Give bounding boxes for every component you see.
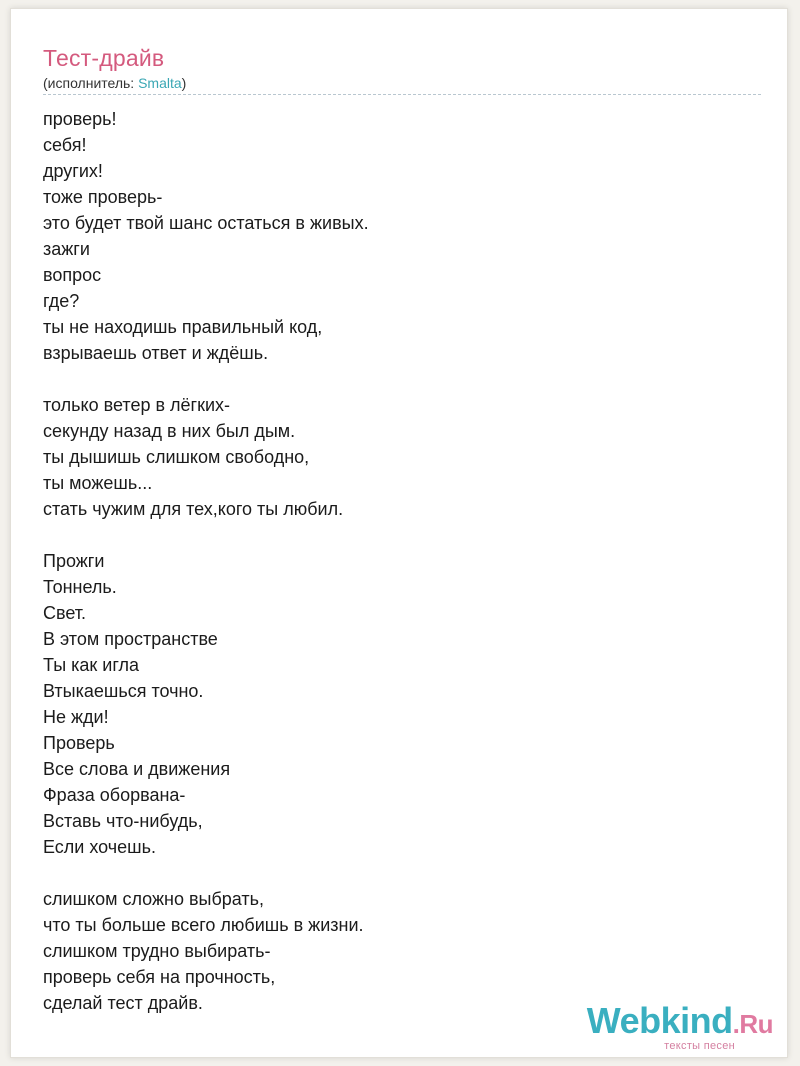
lyrics-line: это будет твой шанс остаться в живых. [43,213,369,233]
logo-tagline: тексты песен [664,1040,735,1052]
lyrics-line: проверь себя на прочность, [43,967,276,987]
lyrics-line: себя! [43,135,87,155]
lyrics-page [10,8,788,1058]
artist-line [43,75,186,91]
lyrics-line: что ты больше всего любишь в жизни. [43,915,364,935]
lyrics-line: Тоннель. [43,577,117,597]
lyrics-line: где? [43,291,80,311]
lyrics-line: проверь! [43,109,117,129]
lyrics-line: других! [43,161,103,181]
artist-prefix: (исполнитель: [43,75,139,91]
lyrics-verse [43,548,369,860]
lyrics-line: В этом пространстве [43,629,218,649]
lyrics-line: секунду назад в них был дым. [43,421,296,441]
lyrics-line: зажги [43,239,90,259]
lyrics-line: только ветер в лёгких- [43,395,231,415]
lyrics-line: Проверь [43,733,115,753]
lyrics-line: слишком трудно выбирать- [43,941,271,961]
title-divider [43,94,761,95]
lyrics-line: Не жди! [43,707,109,727]
lyrics-line: вопрос [43,265,102,285]
lyrics-line: Все слова и движения [43,759,231,779]
lyrics-line: Прожги [43,551,105,571]
lyrics-body [43,106,369,1016]
lyrics-line: ты не находишь правильный код, [43,317,323,337]
lyrics-line: Если хочешь. [43,837,156,857]
lyrics-line: ты можешь... [43,473,153,493]
lyrics-line: Фраза оборвана- [43,785,186,805]
artist-link[interactable]: Smalta [138,75,182,91]
site-logo[interactable] [586,1000,773,1052]
lyrics-line: слишком сложно выбрать, [43,889,265,909]
lyrics-verse [43,886,369,1016]
lyrics-line: Свет. [43,603,87,623]
lyrics-line: сделай тест драйв. [43,993,203,1013]
lyrics-line: взрываешь ответ и ждёшь. [43,343,269,363]
lyrics-line: Ты как игла [43,655,140,675]
artist-suffix: ) [181,75,187,91]
logo-tld: .Ru [732,1009,773,1039]
lyrics-line: стать чужим для тех,кого ты любил. [43,499,344,519]
lyrics-line: Втыкаешься точно. [43,681,204,701]
lyrics-verse [43,106,369,366]
lyrics-line: тоже проверь- [43,187,163,207]
lyrics-line: Вставь что-нибудь, [43,811,203,831]
lyrics-verse [43,392,369,522]
song-title: Тест-драйв [43,45,165,71]
logo-name: Webkind [586,1000,733,1041]
lyrics-line: ты дышишь слишком свободно, [43,447,310,467]
